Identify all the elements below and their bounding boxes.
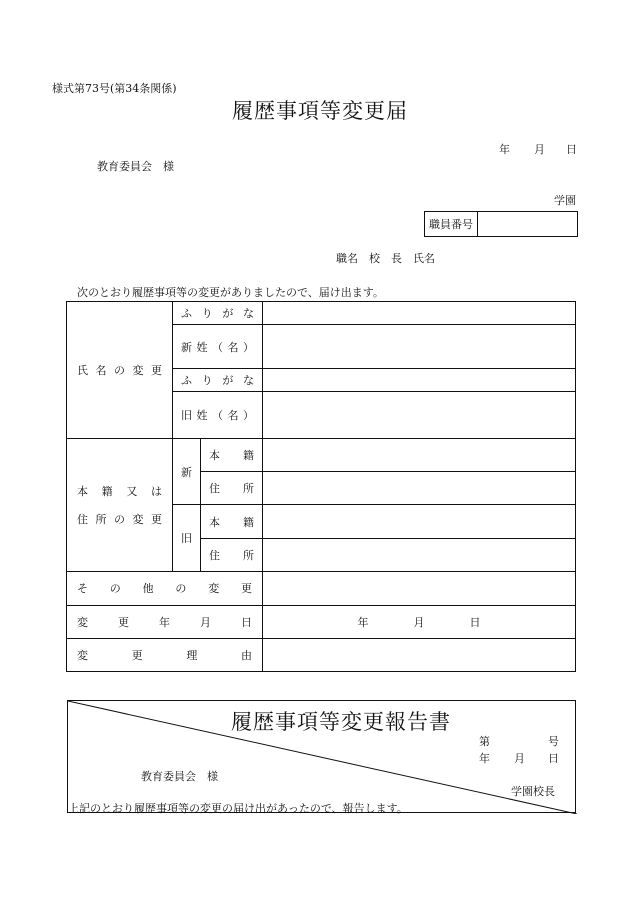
old-honseki-label: 本籍 bbox=[201, 505, 263, 538]
staff-id-field[interactable] bbox=[478, 212, 577, 236]
other-change-field[interactable] bbox=[263, 571, 576, 605]
registry-label-line1: 本籍又は bbox=[77, 484, 162, 498]
staff-id-label: 職員番号 bbox=[425, 212, 478, 236]
old-name-label: 旧姓（名） bbox=[173, 392, 263, 439]
change-date-month: 月 bbox=[413, 615, 425, 629]
new-name-field[interactable] bbox=[263, 325, 576, 369]
report-number-prefix: 第 bbox=[479, 735, 490, 748]
date-year-label: 年 bbox=[499, 143, 510, 156]
form-number: 様式第73号(第34条関係) bbox=[52, 82, 177, 95]
page-title: 履歴事項等変更届 bbox=[232, 99, 408, 123]
furigana-old-field[interactable] bbox=[263, 369, 576, 392]
furigana-new-field[interactable] bbox=[263, 302, 576, 325]
new-jusho-field[interactable] bbox=[263, 472, 576, 505]
registry-old-label: 旧 bbox=[173, 505, 201, 571]
old-honseki-field[interactable] bbox=[263, 505, 576, 538]
change-date-field[interactable] bbox=[263, 605, 576, 638]
old-name-field[interactable] bbox=[263, 392, 576, 439]
change-form-table bbox=[66, 301, 576, 672]
report-number-suffix: 号 bbox=[548, 735, 559, 748]
report-date-month: 月 bbox=[514, 752, 525, 765]
new-name-label: 新姓（名） bbox=[173, 325, 263, 369]
date-month-label: 月 bbox=[534, 143, 545, 156]
report-box bbox=[67, 700, 576, 813]
new-honseki-label: 本籍 bbox=[201, 439, 263, 472]
name-change-label: 氏名の変更 bbox=[67, 302, 173, 439]
change-date-year: 年 bbox=[357, 615, 369, 629]
change-date-label: 変更年月日 bbox=[67, 605, 263, 638]
date-day-label: 日 bbox=[566, 143, 577, 156]
addressee: 教育委員会 様 bbox=[97, 160, 174, 173]
old-jusho-field[interactable] bbox=[263, 538, 576, 571]
report-principal: 学園校長 bbox=[511, 785, 555, 798]
school-label: 学園 bbox=[554, 194, 576, 207]
old-jusho-label: 住所 bbox=[201, 538, 263, 571]
report-body-text: 上記のとおり履歴事項等の変更の届け出があったので、報告します。 bbox=[68, 802, 408, 815]
new-jusho-label: 住所 bbox=[201, 472, 263, 505]
new-honseki-field[interactable] bbox=[263, 439, 576, 472]
change-date-day: 日 bbox=[469, 615, 481, 629]
registry-change-label bbox=[67, 439, 173, 571]
intro-text: 次のとおり履歴事項等の変更がありましたので、届け出ます。 bbox=[77, 286, 384, 299]
registry-new-label: 新 bbox=[173, 439, 201, 505]
registry-label-line2: 住所の変更 bbox=[77, 512, 162, 526]
report-addressee: 教育委員会 様 bbox=[141, 770, 218, 783]
reason-field[interactable] bbox=[263, 638, 576, 671]
staff-id-box bbox=[424, 211, 578, 237]
report-title: 履歴事項等変更報告書 bbox=[231, 710, 451, 734]
report-date-year: 年 bbox=[479, 752, 490, 765]
other-change-label: その他の変更 bbox=[67, 571, 263, 605]
signer-line: 職名 校 長 氏名 bbox=[336, 252, 435, 265]
reason-label: 変更理由 bbox=[67, 638, 263, 671]
report-date-day: 日 bbox=[548, 752, 559, 765]
furigana-new-label: ふりがな bbox=[173, 302, 263, 325]
furigana-old-label: ふりがな bbox=[173, 369, 263, 392]
